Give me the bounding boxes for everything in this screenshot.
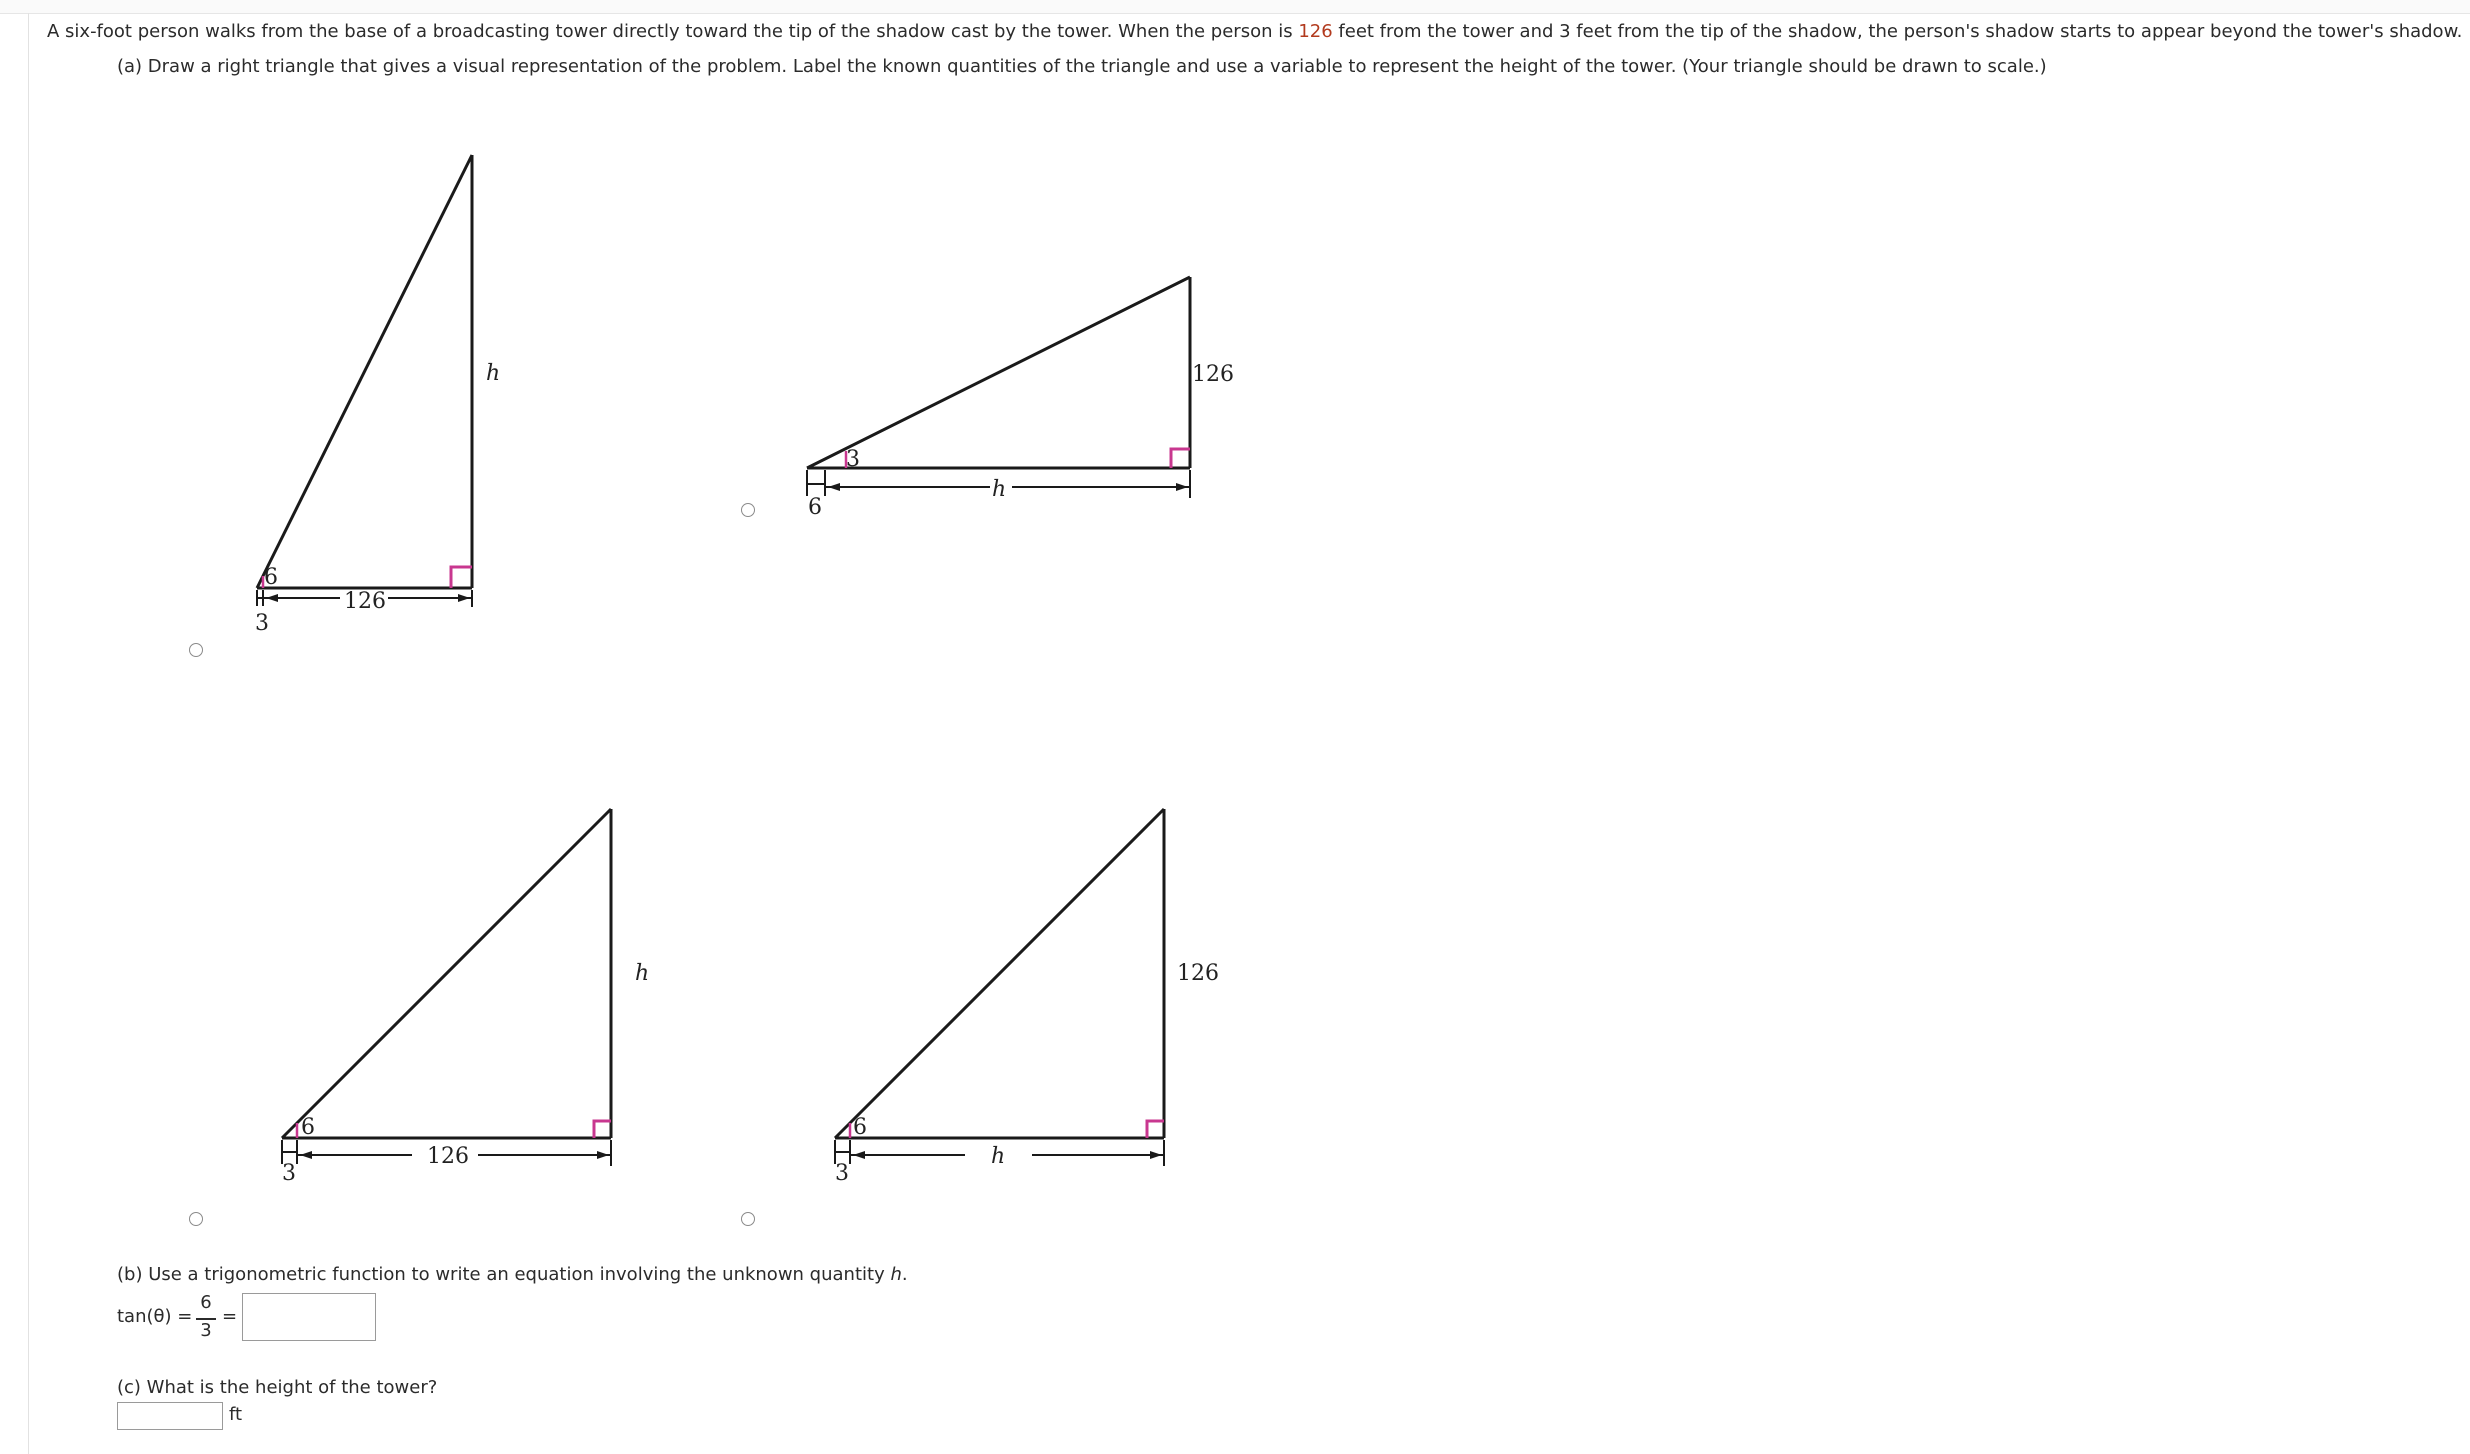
right-angle-marker xyxy=(1147,1121,1164,1138)
vertical-label: h xyxy=(635,961,650,986)
intro-highlight: 126 xyxy=(1298,21,1333,42)
base-label: 126 xyxy=(344,589,386,614)
top-border xyxy=(0,0,2470,14)
arrow-right xyxy=(1176,483,1188,491)
bottom-label: 6 xyxy=(808,495,822,520)
fraction-denominator: 3 xyxy=(200,1320,212,1341)
option-b-radio[interactable] xyxy=(741,503,755,517)
bottom-label: 3 xyxy=(282,1161,296,1186)
arrow-left xyxy=(828,483,840,491)
problem-statement xyxy=(47,20,2462,44)
angle-label: 6 xyxy=(853,1115,867,1140)
part-a-prompt: (a) Draw a right triangle that gives a visual representation of the problem. Label the known quantities of the triangle and use a variable to represent the height of the tower. (Your triangle should be drawn to scale.) xyxy=(117,56,2047,77)
arrow-left xyxy=(853,1151,865,1159)
vertical-label: 126 xyxy=(1192,362,1234,387)
bottom-label: 3 xyxy=(255,611,269,636)
angle-label: 6 xyxy=(301,1115,315,1140)
fraction-numerator: 6 xyxy=(200,1292,212,1313)
arrow-left xyxy=(300,1151,312,1159)
height-answer-input[interactable] xyxy=(117,1402,223,1430)
arrow-left xyxy=(266,594,278,602)
part-b-suffix: . xyxy=(901,1264,908,1285)
part-b-prefix: (b) Use a trigonometric function to write an equation involving the unknown quantity xyxy=(117,1264,891,1285)
vertical-label: h xyxy=(486,361,501,386)
equation-lhs: tan(θ) = xyxy=(117,1306,193,1327)
intro-before: A six-foot person walks from the base of a broadcasting tower directly toward the tip of the shadow cast by the tower. When the person is xyxy=(47,21,1299,42)
triangle-hypotenuse xyxy=(282,809,611,1138)
equation-equals: = xyxy=(222,1306,238,1327)
triangle-option-b xyxy=(790,260,1260,540)
arrow-right xyxy=(597,1151,609,1159)
base-label: h xyxy=(991,1144,1006,1169)
option-a-radio[interactable] xyxy=(189,643,203,657)
angle-label: 6 xyxy=(264,565,278,590)
right-angle-marker xyxy=(451,567,472,588)
triangle-option-a xyxy=(230,140,510,650)
vertical-label: 126 xyxy=(1177,961,1219,986)
right-angle-marker xyxy=(594,1121,611,1138)
option-d-radio[interactable] xyxy=(741,1212,755,1226)
intro-after: feet from the tower and 3 feet from the tip of the shadow, the person's shadow starts to appear beyond the tower's shadow. xyxy=(1332,21,2463,42)
equation-answer-input[interactable] xyxy=(242,1293,376,1341)
triangle-hypotenuse xyxy=(807,277,1190,468)
part-b-prompt xyxy=(117,1263,908,1287)
base-label: 126 xyxy=(427,1144,469,1169)
triangle-option-d xyxy=(810,790,1230,1210)
triangle-hypotenuse xyxy=(835,809,1164,1138)
option-c-radio[interactable] xyxy=(189,1212,203,1226)
right-angle-marker xyxy=(1171,449,1190,468)
arrow-right xyxy=(1150,1151,1162,1159)
part-b-var: h xyxy=(890,1264,902,1285)
left-border xyxy=(28,13,29,1454)
base-label: h xyxy=(992,477,1007,502)
height-unit: ft xyxy=(229,1404,243,1425)
angle-label: 3 xyxy=(846,447,860,472)
bottom-label: 3 xyxy=(835,1161,849,1186)
part-c-prompt: (c) What is the height of the tower? xyxy=(117,1377,438,1398)
arrow-right xyxy=(458,594,470,602)
triangle-hypotenuse xyxy=(257,155,472,588)
triangle-option-c xyxy=(260,790,680,1210)
